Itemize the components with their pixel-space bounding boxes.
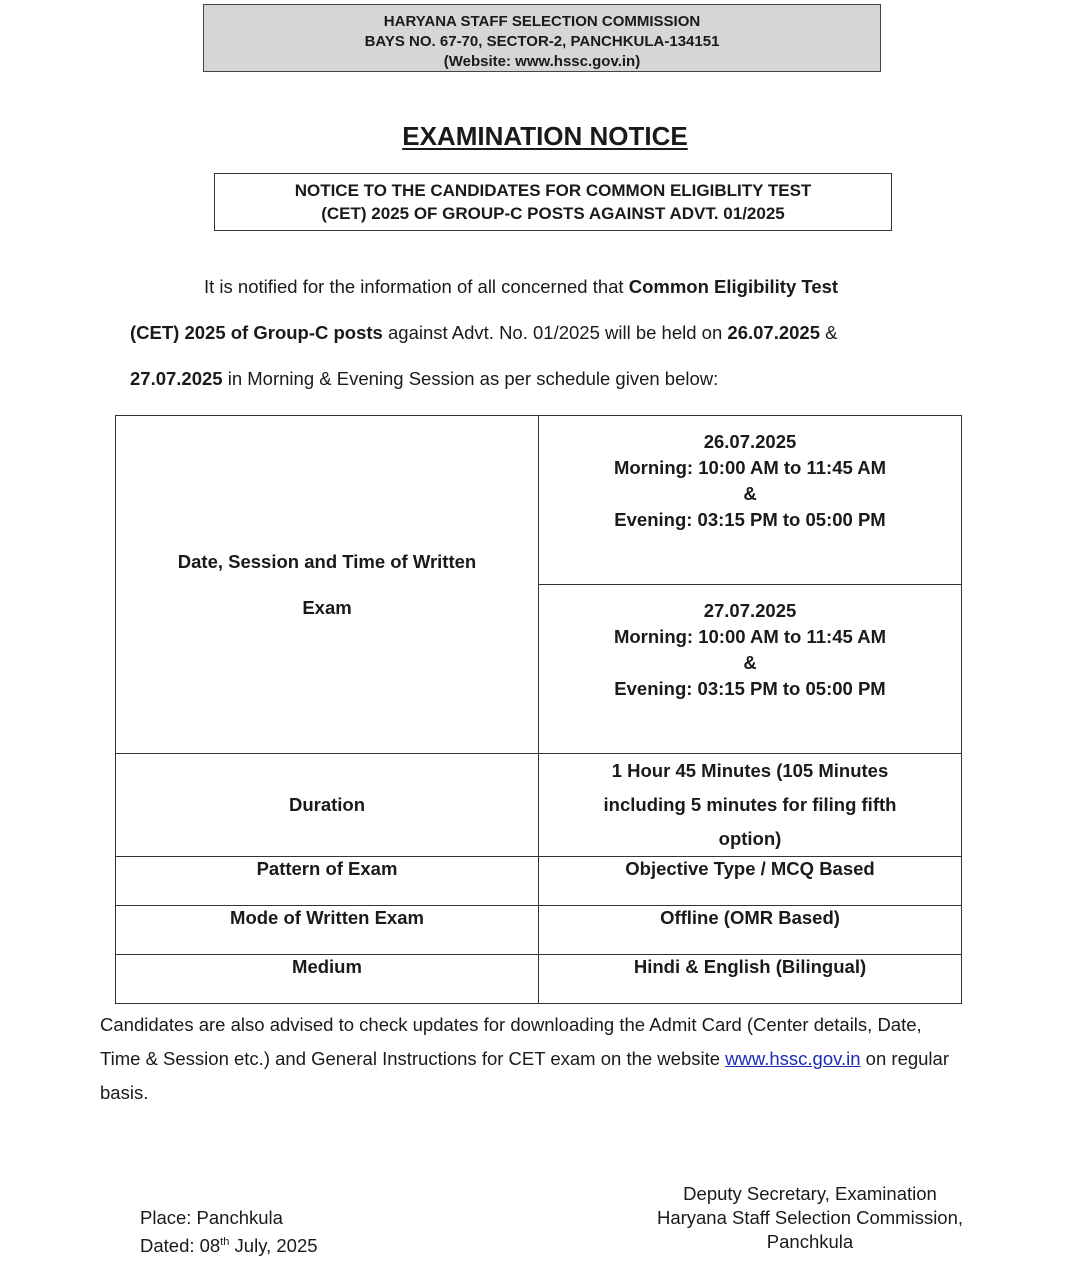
intro-bold: Common Eligibility Test [628,276,839,297]
intro-line-1 [204,276,838,298]
signatory-org: Haryana Staff Selection Commission, [656,1207,964,1228]
intro-text: against Advt. No. 01/2025 will be held on [382,322,728,343]
subject-line-2: (CET) 2025 OF GROUP-C POSTS AGAINST ADVT. 01/2025 [321,204,785,223]
place: Place: Panchkula [140,1207,283,1228]
mode-value: Offline (OMR Based) [539,906,962,955]
table-row [116,857,962,906]
medium-label: Medium [116,955,539,1004]
footer-note-text: on regular [860,1048,949,1069]
signatory-designation: Deputy Secretary, Examination [683,1183,937,1204]
footer-note [100,1008,1000,1110]
org-name: HARYANA STAFF SELECTION COMMISSION [383,13,701,30]
signatory [620,1182,1000,1254]
session-morning: Morning: 10:00 AM to 11:45 AM [613,457,887,478]
table-row [116,416,962,585]
table-row [116,754,962,857]
website-link[interactable]: www.hssc.gov.in [725,1048,861,1069]
session-date: 26.07.2025 [703,431,797,452]
place-date [140,1206,318,1258]
footer-note-line: Candidates are also advised to check updates for downloading the Admit Card (Center details, Date, [100,1014,922,1035]
intro-text: & [820,322,838,343]
signatory-city: Panchkula [766,1231,854,1252]
duration-value: including 5 minutes for filing fifth [603,794,897,815]
intro-bold: 27.07.2025 [130,368,223,389]
session-morning: Morning: 10:00 AM to 11:45 AM [613,626,887,647]
date-session-label: Date, Session and Time of Written [177,550,477,572]
session-day-2 [539,585,962,754]
intro-text: in Morning & Evening Session as per schedule given below: [222,368,719,389]
dated-text: July, 2025 [229,1235,318,1257]
page-title: EXAMINATION NOTICE [402,121,688,151]
intro-bold: 26.07.2025 [727,322,820,343]
session-date: 27.07.2025 [703,600,797,621]
intro-text: It is notified for the information of all concerned that [204,276,629,297]
medium-value: Hindi & English (Bilingual) [539,955,962,1004]
session-evening: Evening: 03:15 PM to 05:00 PM [614,678,886,699]
subject-box [214,173,892,231]
mode-label: Mode of Written Exam [116,906,539,955]
date-session-label: Exam [302,596,352,618]
footer-note-text: Time & Session etc.) and General Instructions for CET exam on the website [100,1048,726,1069]
duration-label: Duration [116,754,539,857]
table-row [116,906,962,955]
org-address: BAYS NO. 67-70, SECTOR-2, PANCHKULA-134151 [364,33,720,50]
footer-note-line [100,1042,1000,1076]
date-session-label-cell [116,416,539,754]
session-amp: & [743,483,757,504]
intro-line-3 [130,368,718,390]
table-row [116,955,962,1004]
session-evening: Evening: 03:15 PM to 05:00 PM [614,509,886,530]
subject-line-1: NOTICE TO THE CANDIDATES FOR COMMON ELIGIBLITY TEST [294,181,812,200]
dated-superscript: th [220,1236,230,1248]
duration-value: option) [718,828,782,849]
org-website: (Website: www.hssc.gov.in) [443,53,641,70]
dated-text: Dated: 08 [140,1235,221,1257]
intro-bold: (CET) 2025 of Group-C posts [130,322,383,343]
schedule-table [115,415,962,1004]
header-box [203,4,881,72]
dated [140,1230,318,1258]
session-day-1 [539,416,962,585]
session-amp: & [743,652,757,673]
intro-line-2 [130,322,837,344]
pattern-label: Pattern of Exam [116,857,539,906]
duration-value: 1 Hour 45 Minutes (105 Minutes [611,760,889,781]
duration-value-cell [539,754,962,857]
footer-note-line: basis. [100,1082,149,1103]
pattern-value: Objective Type / MCQ Based [539,857,962,906]
